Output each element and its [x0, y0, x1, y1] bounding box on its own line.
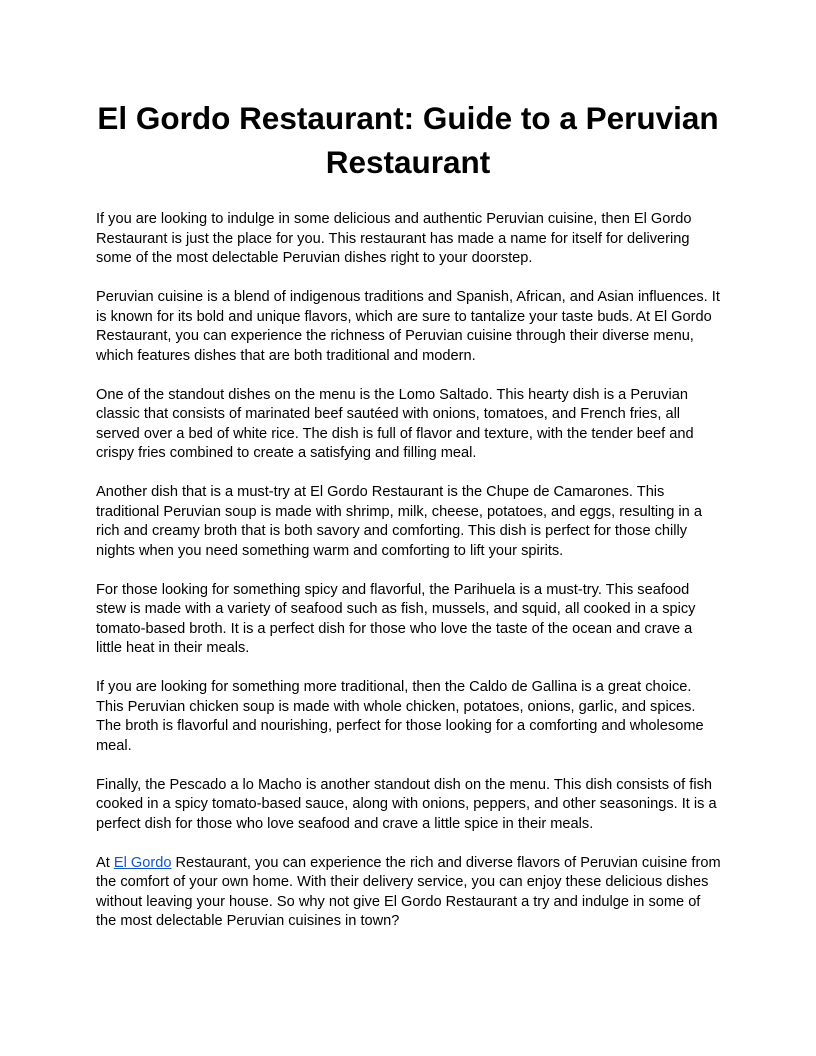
paragraph-lomo-saltado: One of the standout dishes on the menu is the Lomo Saltado. This hearty dish is a Peruvian classic that consists of marinated beef sautéed with onions, tomatoes, and French fries, all served over a bed of white rice. The dish is full of flavor and texture, with the tender beef and crispy fries combined to create a satisfying and filling meal. — [96, 386, 694, 461]
closing-prefix: At — [96, 854, 114, 871]
closing-suffix: Restaurant, you can experience the rich and diverse flavors of Peruvian cuisine from the comfort of your own home. With their delivery service, you can enjoy these delicious dishes without leaving your house. So why not give El Gordo Restaurant a try and indulge in some of the most delectable Peruvian cuisines in town? — [96, 854, 721, 929]
paragraph-parihuela: For those looking for something spicy and flavorful, the Parihuela is a must-try. This seafood stew is made with a variety of seafood such as fish, mussels, and squid, all cooked in a spicy tomato-based broth. It is a perfect dish for those who love the taste of the ocean and crave a little heat in their meals. — [96, 581, 696, 656]
paragraph-intro: If you are looking to indulge in some delicious and authentic Peruvian cuisine, then El Gordo Restaurant is just the place for you. This restaurant has made a name for itself for delivering some of the most delectable Peruvian dishes right to your doorstep. — [96, 211, 692, 266]
paragraph-chupe-de-camarones: Another dish that is a must-try at El Gordo Restaurant is the Chupe de Camarones. This traditional Peruvian soup is made with shrimp, milk, cheese, potatoes, and eggs, resulting in a rich and creamy broth that is both savory and comforting. This dish is perfect for those chilly nights when you need something warm and comforting to lift your spirits. — [96, 484, 702, 559]
paragraph-caldo-de-gallina: If you are looking for something more traditional, then the Caldo de Gallina is a great choice. This Peruvian chicken soup is made with whole chicken, potatoes, onions, garlic, and spices. The broth is flavorful and nourishing, perfect for those looking for a comforting and wholesome meal. — [96, 679, 704, 754]
document-title: El Gordo Restaurant: Guide to a Peruvian Restaurant — [97, 100, 719, 180]
paragraph-peruvian-cuisine: Peruvian cuisine is a blend of indigenous traditions and Spanish, African, and Asian influences. It is known for its bold and unique flavors, which are sure to tantalize your taste buds. At El Gordo Restaurant, you can experience the richness of Peruvian cuisine through their diverse menu, which features dishes that are both traditional and modern. — [96, 289, 720, 364]
paragraph-pescado-a-lo-macho: Finally, the Pescado a lo Macho is another standout dish on the menu. This dish consists of fish cooked in a spicy tomato-based sauce, along with onions, peppers, and other seasonings. It is a perfect dish for those who love seafood and crave a little spice in their meals. — [96, 776, 717, 832]
el-gordo-link[interactable]: El Gordo — [113, 854, 172, 871]
paragraph-closing — [96, 854, 722, 932]
document-body — [96, 210, 722, 951]
